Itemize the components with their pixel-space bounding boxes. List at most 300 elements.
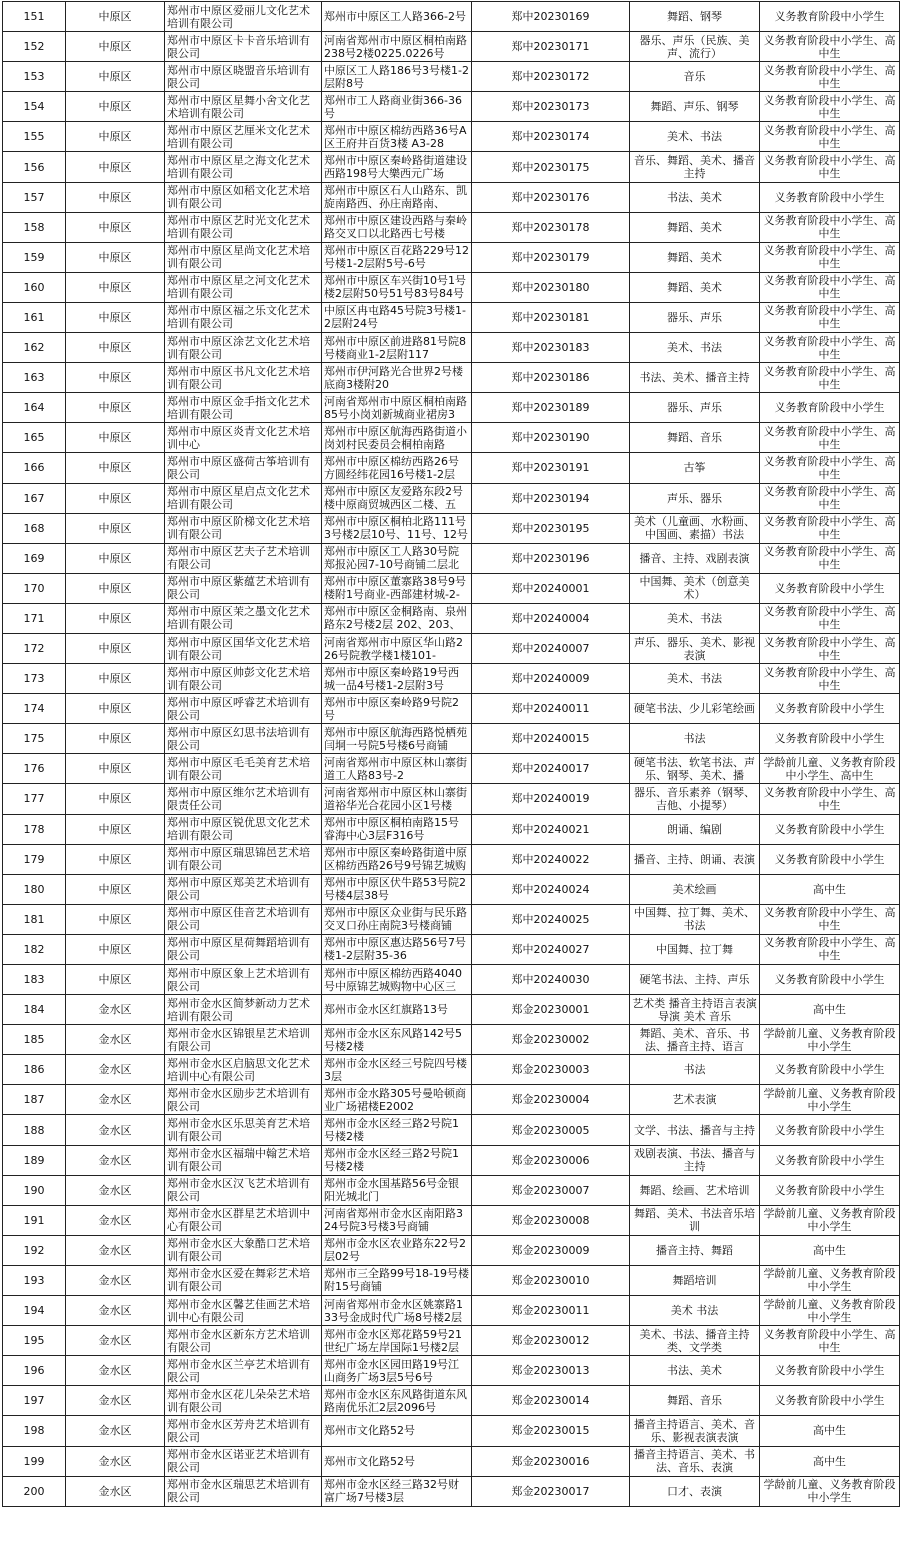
district: 中原区 xyxy=(98,220,132,234)
district: 金水区 xyxy=(98,1394,132,1408)
training-subjects-cell xyxy=(630,483,760,513)
table-row xyxy=(3,1326,900,1356)
district: 中原区 xyxy=(98,190,132,204)
district-cell xyxy=(66,122,165,152)
target-students-cell xyxy=(760,1175,900,1205)
row-number-cell xyxy=(3,1476,66,1506)
district-cell xyxy=(66,1145,165,1175)
training-subjects-cell xyxy=(630,1175,760,1205)
address: 郑州市金水国基路56号金银阳光城北门 xyxy=(324,1177,459,1204)
training-subjects-cell xyxy=(630,1205,760,1235)
institution-name-cell xyxy=(165,92,322,122)
address: 郑州市中原区工人路30号院郑报沁园7-10号商铺二层北 xyxy=(324,545,459,572)
table-row xyxy=(3,242,900,272)
target-students: 义务教育阶段中小学生 xyxy=(774,852,885,866)
address-cell xyxy=(322,453,472,483)
district-cell xyxy=(66,242,165,272)
institution-name: 郑州市金水区新东方艺术培训有限公司 xyxy=(167,1327,310,1354)
row-number-cell xyxy=(3,573,66,603)
training-subjects-cell xyxy=(630,423,760,453)
training-subjects-cell xyxy=(630,1476,760,1506)
row-number-cell xyxy=(3,122,66,152)
institution-name: 郑州市中原区爱丽儿文化艺术培训有限公司 xyxy=(167,3,310,30)
institution-name-cell xyxy=(165,1416,322,1446)
district-cell xyxy=(66,302,165,332)
table-row xyxy=(3,393,900,423)
target-students: 义务教育阶段中小学生、高中生 xyxy=(763,63,896,90)
district: 中原区 xyxy=(98,732,132,746)
table-row xyxy=(3,453,900,483)
district: 金水区 xyxy=(98,1183,132,1197)
address: 郑州市金水区园田路19号江山商务广场3层5号6号 xyxy=(324,1357,459,1384)
license-number-cell xyxy=(472,1205,630,1235)
license-number-cell xyxy=(472,1476,630,1506)
table-row xyxy=(3,152,900,182)
training-subjects-cell xyxy=(630,543,760,573)
institution-name-cell xyxy=(165,573,322,603)
table-row xyxy=(3,1025,900,1055)
district-cell xyxy=(66,814,165,844)
training-subjects: 播音主持、舞蹈 xyxy=(656,1243,733,1257)
district: 中原区 xyxy=(98,611,132,625)
row-number-cell xyxy=(3,1175,66,1205)
district: 中原区 xyxy=(98,551,132,565)
district: 金水区 xyxy=(98,1093,132,1107)
row-number: 164 xyxy=(23,401,45,415)
address-cell xyxy=(322,573,472,603)
license-number-cell xyxy=(472,92,630,122)
address-cell xyxy=(322,1386,472,1416)
institution-name: 郑州市中原区帅彭文化艺术培训有限公司 xyxy=(167,665,310,692)
row-number: 163 xyxy=(23,371,45,385)
training-subjects: 艺术类 播音主持语言表演 导演 美术 音乐 xyxy=(632,996,757,1023)
target-students: 义务教育阶段中小学生、高中生 xyxy=(763,304,896,331)
training-subjects: 中国舞、拉丁舞 xyxy=(656,942,733,956)
address-cell xyxy=(322,1175,472,1205)
row-number: 197 xyxy=(23,1394,45,1408)
training-subjects-cell xyxy=(630,92,760,122)
training-subjects-cell xyxy=(630,513,760,543)
training-subjects-cell xyxy=(630,1265,760,1295)
district-cell xyxy=(66,664,165,694)
target-students: 义务教育阶段中小学生、高中生 xyxy=(763,154,896,181)
district-cell xyxy=(66,1085,165,1115)
row-number: 192 xyxy=(23,1243,45,1257)
district-cell xyxy=(66,513,165,543)
target-students: 义务教育阶段中小学生、高中生 xyxy=(763,123,896,150)
license-number: 郑中20230174 xyxy=(511,130,590,144)
target-students: 义务教育阶段中小学生 xyxy=(774,10,885,24)
row-number-cell xyxy=(3,694,66,724)
address-cell xyxy=(322,62,472,92)
row-number: 195 xyxy=(23,1334,45,1348)
address: 河南省郑州市金水区姚寨路133号金成时代广场8号楼2层 xyxy=(324,1297,463,1324)
table-row xyxy=(3,1446,900,1476)
district: 中原区 xyxy=(98,642,132,656)
table-row xyxy=(3,784,900,814)
table-row xyxy=(3,62,900,92)
district: 中原区 xyxy=(98,40,132,54)
district: 金水区 xyxy=(98,1003,132,1017)
license-number-cell xyxy=(472,1446,630,1476)
training-subjects-cell xyxy=(630,1055,760,1085)
row-number: 186 xyxy=(23,1063,45,1077)
license-number-cell xyxy=(472,62,630,92)
row-number-cell xyxy=(3,272,66,302)
target-students-cell xyxy=(760,573,900,603)
training-subjects: 音乐、舞蹈、美术、播音主持 xyxy=(634,154,755,181)
target-students-cell xyxy=(760,1025,900,1055)
license-number-cell xyxy=(472,182,630,212)
target-students-cell xyxy=(760,393,900,423)
training-subjects: 书法、美术、播音主持 xyxy=(639,371,750,385)
address-cell xyxy=(322,543,472,573)
institution-name: 郑州市金水区芳舟艺术培训有限公司 xyxy=(167,1417,310,1444)
row-number-cell xyxy=(3,302,66,332)
row-number: 166 xyxy=(23,461,45,475)
training-subjects: 文学、书法、播音与主持 xyxy=(634,1123,755,1137)
district: 中原区 xyxy=(98,882,132,896)
institution-name: 郑州市中原区维尔艺术培训有限责任公司 xyxy=(167,785,310,812)
row-number-cell xyxy=(3,333,66,363)
target-students-cell xyxy=(760,1055,900,1085)
address: 郑州市中原区前进路81号院8号楼商业1-2层附117 xyxy=(324,334,466,361)
training-subjects-cell xyxy=(630,814,760,844)
institution-name: 郑州市金水区汉飞艺术培训有限公司 xyxy=(167,1177,310,1204)
row-number: 198 xyxy=(23,1424,45,1438)
license-number: 郑中20240024 xyxy=(511,882,590,896)
district: 中原区 xyxy=(98,431,132,445)
target-students-cell xyxy=(760,1145,900,1175)
institution-name-cell xyxy=(165,844,322,874)
target-students-cell xyxy=(760,754,900,784)
target-students-cell xyxy=(760,603,900,633)
district-cell xyxy=(66,393,165,423)
row-number-cell xyxy=(3,212,66,242)
address-cell xyxy=(322,995,472,1025)
training-subjects-cell xyxy=(630,754,760,784)
training-subjects-cell xyxy=(630,182,760,212)
address-cell xyxy=(322,333,472,363)
district-cell xyxy=(66,363,165,393)
training-subjects-cell xyxy=(630,32,760,62)
target-students: 义务教育阶段中小学生 xyxy=(774,732,885,746)
institution-name-cell xyxy=(165,32,322,62)
district: 中原区 xyxy=(98,160,132,174)
training-subjects-cell xyxy=(630,1115,760,1145)
institution-name-cell xyxy=(165,784,322,814)
address-cell xyxy=(322,182,472,212)
license-number: 郑金20230011 xyxy=(511,1304,590,1318)
target-students-cell xyxy=(760,543,900,573)
table-row xyxy=(3,1115,900,1145)
license-number-cell xyxy=(472,1145,630,1175)
address: 中原区冉屯路45号院3号楼1-2层附24号 xyxy=(324,304,466,331)
training-subjects: 美术、书法 xyxy=(667,341,722,355)
license-number: 郑中20240017 xyxy=(511,762,590,776)
district-cell xyxy=(66,1265,165,1295)
district: 中原区 xyxy=(98,310,132,324)
license-number: 郑金20230015 xyxy=(511,1424,590,1438)
training-subjects: 硬笔书法、少儿彩笔绘画 xyxy=(634,702,755,716)
target-students-cell xyxy=(760,1326,900,1356)
address-cell xyxy=(322,1356,472,1386)
target-students: 义务教育阶段中小学生、高中生 xyxy=(763,665,896,692)
training-subjects-cell xyxy=(630,1235,760,1265)
address: 郑州市伊河路光合世界2号楼底商3楼附20 xyxy=(324,364,463,391)
license-number-cell xyxy=(472,904,630,934)
institution-name: 郑州市金水区大象酷口艺术培训有限公司 xyxy=(167,1237,310,1264)
institution-name: 郑州市中原区阶梯文化艺术培训有限公司 xyxy=(167,515,310,542)
training-subjects-cell xyxy=(630,784,760,814)
row-number-cell xyxy=(3,664,66,694)
license-number: 郑中20230175 xyxy=(511,160,590,174)
address-cell xyxy=(322,513,472,543)
address: 郑州市中原区董寨路38号9号楼附1号商业-西部建材城-2- xyxy=(324,575,466,602)
training-subjects: 书法、美术 xyxy=(667,190,722,204)
address-cell xyxy=(322,694,472,724)
row-number-cell xyxy=(3,603,66,633)
address: 郑州市中原区航海西路街道小岗刘村民委员会桐柏南路 xyxy=(324,424,467,451)
address: 郑州市中原区秦岭路19号西城一品4号楼1-2层附3号 xyxy=(324,665,459,692)
table-row xyxy=(3,814,900,844)
address: 郑州市中原区建设西路与秦岭路交叉口以北路西七号楼 xyxy=(324,214,467,241)
training-subjects: 美术 书法 xyxy=(670,1304,719,1318)
district-cell xyxy=(66,32,165,62)
institution-name-cell xyxy=(165,2,322,32)
address: 郑州市中原区秦岭路街道建设西路198号大樂西元广场 xyxy=(324,154,467,181)
license-number-cell xyxy=(472,453,630,483)
district-cell xyxy=(66,1025,165,1055)
target-students-cell xyxy=(760,844,900,874)
institution-name-cell xyxy=(165,1235,322,1265)
row-number-cell xyxy=(3,32,66,62)
target-students-cell xyxy=(760,92,900,122)
target-students: 义务教育阶段中小学生、高中生 xyxy=(763,424,896,451)
address: 郑州市中原区车兴街10号1号楼2层附50号51号83号84号 xyxy=(324,274,466,301)
institution-name-cell xyxy=(165,1205,322,1235)
institution-name-cell xyxy=(165,62,322,92)
training-subjects: 器乐、声乐（民族、美声、流行） xyxy=(639,33,750,60)
table-row xyxy=(3,1175,900,1205)
district-cell xyxy=(66,1055,165,1085)
address-cell xyxy=(322,1446,472,1476)
license-number: 郑中20240015 xyxy=(511,732,590,746)
address-cell xyxy=(322,483,472,513)
institution-name-cell xyxy=(165,212,322,242)
training-subjects-cell xyxy=(630,694,760,724)
district-cell xyxy=(66,1386,165,1416)
license-number: 郑金20230001 xyxy=(511,1003,590,1017)
target-students: 义务教育阶段中小学生、高中生 xyxy=(763,364,896,391)
table-row xyxy=(3,182,900,212)
address-cell xyxy=(322,393,472,423)
table-row xyxy=(3,573,900,603)
target-students: 学龄前儿童、义务教育阶段中小学生 xyxy=(763,1086,896,1113)
row-number-cell xyxy=(3,874,66,904)
target-students-cell xyxy=(760,1416,900,1446)
district: 中原区 xyxy=(98,10,132,24)
row-number-cell xyxy=(3,513,66,543)
address: 郑州市金水区东风路街道东风路南优乐汇2层2096号 xyxy=(324,1387,467,1414)
address-cell xyxy=(322,664,472,694)
table-row xyxy=(3,513,900,543)
institution-name: 郑州市中原区国华文化艺术培训有限公司 xyxy=(167,635,310,662)
license-number-cell xyxy=(472,874,630,904)
target-students: 义务教育阶段中小学生 xyxy=(774,973,885,987)
target-students: 高中生 xyxy=(813,1243,846,1257)
license-number-cell xyxy=(472,995,630,1025)
district-cell xyxy=(66,1416,165,1446)
address-cell xyxy=(322,784,472,814)
target-students-cell xyxy=(760,62,900,92)
row-number: 177 xyxy=(23,792,45,806)
training-subjects-cell xyxy=(630,1145,760,1175)
institution-name-cell xyxy=(165,272,322,302)
training-subjects: 美术、书法 xyxy=(667,672,722,686)
license-number-cell xyxy=(472,724,630,754)
license-number: 郑金20230007 xyxy=(511,1183,590,1197)
license-number-cell xyxy=(472,633,630,663)
row-number-cell xyxy=(3,1055,66,1085)
row-number: 190 xyxy=(23,1183,45,1197)
training-subjects-cell xyxy=(630,1326,760,1356)
row-number-cell xyxy=(3,1386,66,1416)
district: 中原区 xyxy=(98,491,132,505)
training-subjects: 美术绘画 xyxy=(672,882,717,896)
address: 中原区工人路186号3号楼1-2层附8号 xyxy=(324,63,469,90)
district-cell xyxy=(66,1235,165,1265)
district: 中原区 xyxy=(98,70,132,84)
table-row xyxy=(3,1416,900,1446)
district: 金水区 xyxy=(98,1243,132,1257)
training-subjects-cell xyxy=(630,122,760,152)
institution-name-cell xyxy=(165,242,322,272)
training-subjects: 书法、美术 xyxy=(667,1364,722,1378)
license-number: 郑金20230004 xyxy=(511,1093,590,1107)
row-number-cell xyxy=(3,1446,66,1476)
license-number: 郑中20230171 xyxy=(511,40,590,54)
institution-name: 郑州市中原区炎青文化艺术培训中心 xyxy=(167,424,310,451)
target-students: 学龄前儿童、义务教育阶段中小学生 xyxy=(763,1297,896,1324)
address: 郑州市中原区棉纺西路26号方圆经纬花园16号楼1-2层 xyxy=(324,454,459,481)
row-number: 154 xyxy=(23,100,45,114)
row-number: 176 xyxy=(23,762,45,776)
district: 金水区 xyxy=(98,1273,132,1287)
target-students-cell xyxy=(760,1205,900,1235)
address: 郑州市金水区经三路2号院1号楼2楼 xyxy=(324,1147,459,1174)
target-students-cell xyxy=(760,2,900,32)
training-subjects-cell xyxy=(630,242,760,272)
institution-name-cell xyxy=(165,1175,322,1205)
row-number: 161 xyxy=(23,310,45,324)
institution-name-cell xyxy=(165,1326,322,1356)
district-cell xyxy=(66,2,165,32)
district-cell xyxy=(66,694,165,724)
training-subjects-cell xyxy=(630,1446,760,1476)
license-number: 郑金20230003 xyxy=(511,1063,590,1077)
institution-name-cell xyxy=(165,1386,322,1416)
training-subjects-cell xyxy=(630,573,760,603)
row-number-cell xyxy=(3,1416,66,1446)
row-number: 196 xyxy=(23,1364,45,1378)
address-cell xyxy=(322,363,472,393)
row-number: 200 xyxy=(23,1484,45,1498)
district: 中原区 xyxy=(98,852,132,866)
row-number: 199 xyxy=(23,1454,45,1468)
target-students-cell xyxy=(760,965,900,995)
row-number-cell xyxy=(3,965,66,995)
address: 郑州市中原区棉纺西路4040号中原锦艺城购物中心区三 xyxy=(324,966,462,993)
license-number: 郑中20240021 xyxy=(511,822,590,836)
row-number-cell xyxy=(3,1115,66,1145)
training-subjects: 美术（儿童画、水粉画、中国画、素描）书法 xyxy=(634,515,755,542)
institution-name: 郑州市中原区福之乐文化艺术培训有限公司 xyxy=(167,304,310,331)
license-number-cell xyxy=(472,844,630,874)
table-row xyxy=(3,904,900,934)
address-cell xyxy=(322,965,472,995)
address: 郑州市金水区红旗路13号 xyxy=(324,1003,448,1017)
row-number: 155 xyxy=(23,130,45,144)
training-subjects: 舞蹈、美术 xyxy=(667,220,722,234)
institution-name-cell xyxy=(165,754,322,784)
target-students: 义务教育阶段中小学生 xyxy=(774,1153,885,1167)
training-subjects: 舞蹈、美术、书法音乐培训 xyxy=(634,1207,755,1234)
address: 郑州市文化路52号 xyxy=(324,1424,415,1438)
table-row xyxy=(3,2,900,32)
target-students: 义务教育阶段中小学生、高中生 xyxy=(763,515,896,542)
target-students: 义务教育阶段中小学生、高中生 xyxy=(763,635,896,662)
address-cell xyxy=(322,1025,472,1055)
row-number: 171 xyxy=(23,611,45,625)
target-students-cell xyxy=(760,32,900,62)
target-students-cell xyxy=(760,664,900,694)
row-number-cell xyxy=(3,1085,66,1115)
institution-name: 郑州市中原区毛毛美育艺术培训有限公司 xyxy=(167,755,310,782)
row-number-cell xyxy=(3,1025,66,1055)
district: 金水区 xyxy=(98,1424,132,1438)
row-number-cell xyxy=(3,242,66,272)
address: 郑州市中原区友爱路东段2号楼中原商贸城西区二楼、五 xyxy=(324,485,463,512)
row-number-cell xyxy=(3,1326,66,1356)
institution-name-cell xyxy=(165,724,322,754)
target-students: 义务教育阶段中小学生 xyxy=(774,702,885,716)
institution-name: 郑州市中原区星之河文化艺术培训有限公司 xyxy=(167,274,310,301)
district-cell xyxy=(66,934,165,964)
license-number: 郑金20230016 xyxy=(511,1454,590,1468)
license-number: 郑金20230017 xyxy=(511,1484,590,1498)
target-students: 高中生 xyxy=(813,882,846,896)
license-number-cell xyxy=(472,1055,630,1085)
training-subjects: 器乐、声乐 xyxy=(667,401,722,415)
address: 郑州市中原区金桐路南、泉州路东2号楼2层 202、203、 xyxy=(324,605,467,632)
row-number: 157 xyxy=(23,190,45,204)
institution-name-cell xyxy=(165,1476,322,1506)
target-students-cell xyxy=(760,995,900,1025)
district-cell xyxy=(66,212,165,242)
training-subjects-cell xyxy=(630,333,760,363)
address: 郑州市中原区百花路229号12号楼1-2层附5号-6号 xyxy=(324,244,469,271)
table-row xyxy=(3,633,900,663)
training-subjects: 音乐 xyxy=(683,70,706,84)
row-number-cell xyxy=(3,1145,66,1175)
target-students: 高中生 xyxy=(813,1454,846,1468)
training-subjects: 声乐、器乐 xyxy=(667,491,722,505)
target-students: 义务教育阶段中小学生、高中生 xyxy=(763,334,896,361)
institution-name: 郑州市中原区象上艺术培训有限公司 xyxy=(167,966,310,993)
district-cell xyxy=(66,965,165,995)
license-number-cell xyxy=(472,2,630,32)
